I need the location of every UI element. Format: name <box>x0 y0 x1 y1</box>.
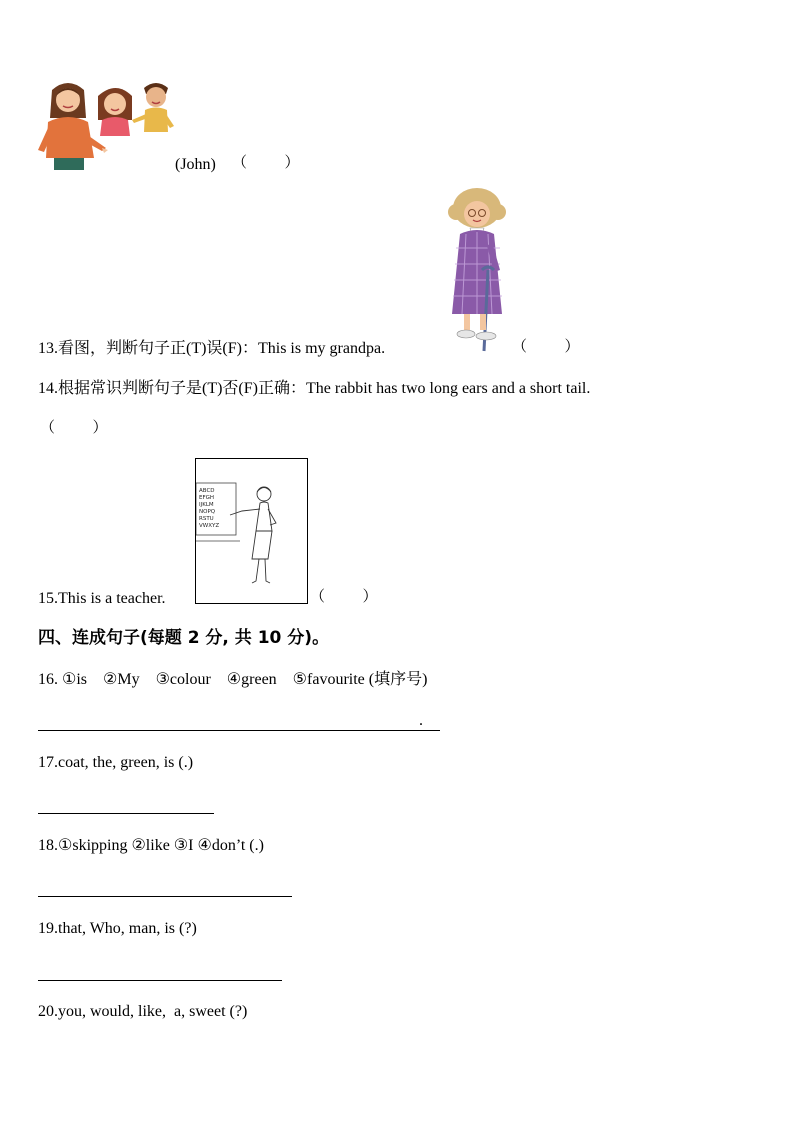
q12-name-text: (John) <box>175 156 216 173</box>
q20-question: 20.you, would, like, a, sweet (?) <box>38 1003 248 1020</box>
board-line: ABCD <box>199 488 215 494</box>
section-4-heading: 四、连成句子(每题 2 分, 共 10 分)。 <box>38 628 330 648</box>
q16-question: 16. ①is ②My ③colour ④green ⑤favourite (填序号) <box>38 671 428 688</box>
board-line: RSTU <box>199 516 214 522</box>
board-line: IJKLM <box>199 502 214 508</box>
q16-line-end: . <box>419 712 423 729</box>
board-line: NOPQ <box>199 509 216 515</box>
q12-answer-bracket[interactable]: （ ） <box>232 155 300 171</box>
q17-answer-line[interactable] <box>38 813 214 814</box>
q18-question: 18.①skipping ②like ③I ④don’t (.) <box>38 837 264 854</box>
q15-answer-bracket[interactable]: （ ） <box>310 589 378 605</box>
q18-answer-line[interactable] <box>38 896 292 897</box>
q14-answer-bracket[interactable]: （ ） <box>40 420 108 436</box>
q16-answer-line[interactable] <box>38 730 440 731</box>
three-people-illustration <box>36 78 176 173</box>
teacher-picture-frame <box>195 458 308 604</box>
grandma-illustration <box>442 186 512 354</box>
q13-question: 13.看图，判断句子正(T)误(F)：This is my grandpa. <box>38 340 386 357</box>
q19-answer-line[interactable] <box>38 980 282 981</box>
q14-question: 14.根据常识判断句子是(T)否(F)正确：The rabbit has two long ears and a short tail. <box>38 380 591 397</box>
board-line: VWXYZ <box>199 523 220 529</box>
q13-answer-bracket[interactable]: （ ） <box>512 339 580 355</box>
q19-question: 19.that, Who, man, is (?) <box>38 920 197 937</box>
board-letters <box>199 488 219 529</box>
q15-question: 15.This is a teacher. <box>38 590 166 607</box>
board-line: EFGH <box>199 495 215 501</box>
q17-question: 17.coat, the, green, is (.) <box>38 754 194 771</box>
